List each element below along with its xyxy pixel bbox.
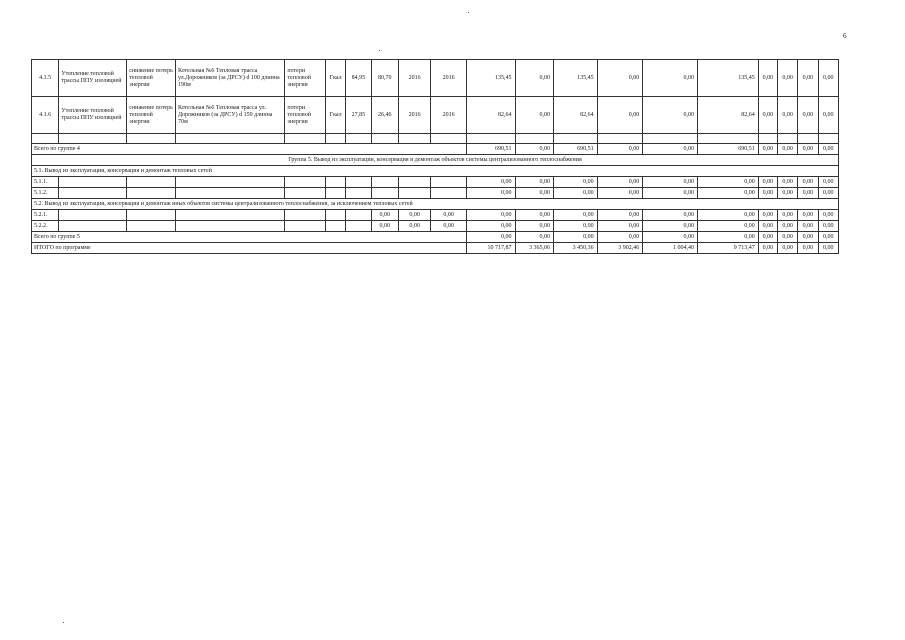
source-cell: 0,00 <box>818 188 838 199</box>
empty-cell <box>127 221 176 232</box>
source-cell: 0,00 <box>758 210 777 221</box>
empty-cell <box>515 134 554 144</box>
source-cell: 0,00 <box>818 210 838 221</box>
empty-cell <box>643 134 698 144</box>
group-total-row <box>32 232 839 243</box>
section-title: 5.1. Вывод из эксплуатации, консервация и демонтаж тепловых сетей <box>32 166 839 177</box>
source-cell: 0,00 <box>778 210 798 221</box>
value-cell: 0,00 <box>398 221 430 232</box>
finance-cell: 0,00 <box>597 97 643 134</box>
finance-cell: 0,00 <box>554 188 598 199</box>
finance-cell: 0,00 <box>643 232 698 243</box>
empty-cell <box>59 221 127 232</box>
finance-cell: 135,45 <box>554 60 598 97</box>
program-table <box>31 59 839 254</box>
source-cell: 0,00 <box>818 221 838 232</box>
group-total-row <box>32 144 839 155</box>
source-cell: 0,00 <box>758 232 777 243</box>
empty-cell <box>175 221 284 232</box>
finance-cell: 0,00 <box>697 177 758 188</box>
finance-cell: 0,00 <box>554 221 598 232</box>
source-cell: 0,00 <box>758 243 777 254</box>
activity-cell: Утепление тепловой трассы ППУ изоляцией <box>59 60 127 97</box>
unit-cell: Гкал <box>325 97 345 134</box>
empty-cell <box>127 210 176 221</box>
empty-cell <box>325 188 345 199</box>
finance-cell: 0,00 <box>515 177 554 188</box>
empty-cell <box>398 188 430 199</box>
total-cell: 0,00 <box>466 221 515 232</box>
source-cell: 0,00 <box>758 177 777 188</box>
empty-cell <box>127 188 176 199</box>
object-cell: Котельная №6 Тепловая трасса ул.Дорожников (за ДРСУ) d 100 длинна 190м <box>175 60 284 97</box>
finance-cell: 0,00 <box>515 60 554 97</box>
empty-cell <box>431 188 466 199</box>
empty-cell <box>325 210 345 221</box>
empty-cell <box>371 177 398 188</box>
source-cell: 0,00 <box>758 97 777 134</box>
finance-cell: 0,00 <box>515 210 554 221</box>
source-cell: 0,00 <box>778 60 798 97</box>
value-after-cell: 80,70 <box>371 60 398 97</box>
empty-cell <box>32 134 59 144</box>
source-cell: 0,00 <box>758 60 777 97</box>
empty-cell <box>371 188 398 199</box>
empty-cell <box>431 177 466 188</box>
source-cell: 0,00 <box>778 97 798 134</box>
finance-cell: 82,64 <box>554 97 598 134</box>
empty-cell <box>466 134 515 144</box>
finance-cell: 3 450,36 <box>554 243 598 254</box>
finance-cell: 0,00 <box>643 188 698 199</box>
value-cell: 0,00 <box>371 210 398 221</box>
row-number: 4.1.5 <box>32 60 59 97</box>
source-cell: 0,00 <box>818 144 838 155</box>
row-number: 5.1.1. <box>32 177 59 188</box>
group-total-label: Всего по группе 4 <box>32 144 467 155</box>
empty-cell <box>398 134 430 144</box>
finance-cell: 690,51 <box>554 144 598 155</box>
total-cell: 0,00 <box>466 210 515 221</box>
finance-cell: 0,00 <box>643 210 698 221</box>
total-cell: 135,45 <box>466 60 515 97</box>
source-cell: 0,00 <box>818 177 838 188</box>
empty-cell <box>285 134 326 144</box>
empty-cell <box>59 210 127 221</box>
finance-cell: 0,00 <box>597 177 643 188</box>
empty-cell <box>175 134 284 144</box>
empty-cell <box>285 221 326 232</box>
empty-cell <box>175 177 284 188</box>
finance-cell: 0,00 <box>515 232 554 243</box>
object-cell: Котельная №6 Тепловая трасса ул. Дорожников (за ДРСУ) d 159 длинна 70м <box>175 97 284 134</box>
value-cell: 0,00 <box>371 221 398 232</box>
source-cell: 0,00 <box>778 243 798 254</box>
empty-cell <box>127 177 176 188</box>
empty-cell <box>346 177 371 188</box>
goal-cell: снижение потерь тепловой энергии <box>127 60 176 97</box>
finance-cell: 0,00 <box>697 232 758 243</box>
group-header-row <box>32 155 839 166</box>
total-cell: 0,00 <box>466 232 515 243</box>
empty-cell <box>697 134 758 144</box>
finance-cell: 82,64 <box>697 97 758 134</box>
value-cell: 0,00 <box>398 210 430 221</box>
finance-cell: 0,00 <box>554 232 598 243</box>
finance-cell: 0,00 <box>554 210 598 221</box>
row-number: 5.1.2. <box>32 188 59 199</box>
indicator-cell: потери тепловой энергии <box>285 97 326 134</box>
empty-cell <box>798 134 818 144</box>
source-cell: 0,00 <box>818 97 838 134</box>
empty-cell <box>778 134 798 144</box>
source-cell: 0,00 <box>798 97 818 134</box>
total-cell: 0,00 <box>466 188 515 199</box>
finance-cell: 0,00 <box>597 221 643 232</box>
value-before-cell: 84,95 <box>346 60 371 97</box>
value-after-cell: 26,46 <box>371 97 398 134</box>
empty-cell <box>175 210 284 221</box>
row-number: 4.1.6 <box>32 97 59 134</box>
year-end-cell: 2016 <box>431 97 466 134</box>
empty-cell <box>597 134 643 144</box>
scan-speck <box>63 622 64 623</box>
year-end-cell: 2016 <box>431 60 466 97</box>
finance-cell: 0,00 <box>643 60 698 97</box>
source-cell: 0,00 <box>778 144 798 155</box>
empty-cell <box>371 134 398 144</box>
empty-cell <box>398 177 430 188</box>
source-cell: 0,00 <box>798 188 818 199</box>
program-total-label: ИТОГО по программе <box>32 243 467 254</box>
empty-cell <box>285 177 326 188</box>
table-row <box>32 177 839 188</box>
row-number: 5.2.2. <box>32 221 59 232</box>
finance-cell: 3 902,46 <box>597 243 643 254</box>
finance-cell: 0,00 <box>515 97 554 134</box>
empty-cell <box>346 188 371 199</box>
section-header-row <box>32 166 839 177</box>
empty-cell <box>325 221 345 232</box>
value-cell: 0,00 <box>431 221 466 232</box>
empty-cell <box>818 134 838 144</box>
finance-cell: 0,00 <box>697 188 758 199</box>
finance-cell: 0,00 <box>515 221 554 232</box>
group-title: Группа 5. Вывод из эксплуатации, консервация и демонтаж объектов системы централизованного теплоснабжения <box>32 155 839 166</box>
source-cell: 0,00 <box>758 221 777 232</box>
finance-cell: 3 365,06 <box>515 243 554 254</box>
finance-cell: 135,45 <box>697 60 758 97</box>
finance-cell: 9 713,47 <box>697 243 758 254</box>
finance-cell: 0,00 <box>515 144 554 155</box>
source-cell: 0,00 <box>758 144 777 155</box>
finance-cell: 1 004,40 <box>643 243 698 254</box>
source-cell: 0,00 <box>798 210 818 221</box>
finance-cell: 0,00 <box>597 210 643 221</box>
empty-cell <box>346 221 371 232</box>
source-cell: 0,00 <box>798 144 818 155</box>
finance-cell: 0,00 <box>643 144 698 155</box>
finance-cell: 0,00 <box>597 188 643 199</box>
source-cell: 0,00 <box>778 232 798 243</box>
finance-cell: 0,00 <box>697 221 758 232</box>
finance-cell: 0,00 <box>597 60 643 97</box>
empty-cell <box>325 177 345 188</box>
empty-cell <box>59 188 127 199</box>
empty-cell <box>346 134 371 144</box>
table-row <box>32 210 839 221</box>
finance-cell: 0,00 <box>515 188 554 199</box>
year-start-cell: 2016 <box>398 97 430 134</box>
table-row <box>32 221 839 232</box>
finance-cell: 0,00 <box>597 144 643 155</box>
empty-cell <box>285 188 326 199</box>
finance-cell: 0,00 <box>643 177 698 188</box>
empty-cell <box>59 177 127 188</box>
finance-cell: 0,00 <box>554 177 598 188</box>
goal-cell: снижение потерь тепловой энергии <box>127 97 176 134</box>
empty-cell <box>175 188 284 199</box>
scan-speck <box>379 50 380 51</box>
source-cell: 0,00 <box>798 177 818 188</box>
indicator-cell: потери тепловой энергии <box>285 60 326 97</box>
value-before-cell: 27,85 <box>346 97 371 134</box>
finance-cell: 0,00 <box>643 221 698 232</box>
table-row <box>32 60 839 97</box>
table-row <box>32 188 839 199</box>
empty-cell <box>346 210 371 221</box>
source-cell: 0,00 <box>778 177 798 188</box>
total-cell: 690,51 <box>466 144 515 155</box>
table-row <box>32 97 839 134</box>
year-start-cell: 2016 <box>398 60 430 97</box>
activity-cell: Утепление тепловой трассы ППУ изоляцией <box>59 97 127 134</box>
source-cell: 0,00 <box>818 243 838 254</box>
scan-speck <box>468 12 469 13</box>
finance-cell: 0,00 <box>643 97 698 134</box>
source-cell: 0,00 <box>778 188 798 199</box>
source-cell: 0,00 <box>798 232 818 243</box>
source-cell: 0,00 <box>818 60 838 97</box>
value-cell: 0,00 <box>431 210 466 221</box>
program-total-row <box>32 243 839 254</box>
empty-cell <box>431 134 466 144</box>
empty-cell <box>59 134 127 144</box>
empty-cell <box>127 134 176 144</box>
empty-cell <box>758 134 777 144</box>
empty-cell <box>554 134 598 144</box>
page-number: 6 <box>843 32 847 40</box>
row-number: 5.2.1. <box>32 210 59 221</box>
group-total-label: Всего по группе 5 <box>32 232 467 243</box>
source-cell: 0,00 <box>798 221 818 232</box>
source-cell: 0,00 <box>758 188 777 199</box>
empty-cell <box>325 134 345 144</box>
source-cell: 0,00 <box>798 243 818 254</box>
finance-cell: 690,51 <box>697 144 758 155</box>
source-cell: 0,00 <box>818 232 838 243</box>
finance-cell: 0,00 <box>597 232 643 243</box>
empty-row <box>32 134 839 144</box>
source-cell: 0,00 <box>798 60 818 97</box>
source-cell: 0,00 <box>778 221 798 232</box>
unit-cell: Гкал <box>325 60 345 97</box>
total-cell: 10 717,87 <box>466 243 515 254</box>
section-title: 5.2. Вывод из эксплуатации, консервация и демонтаж иных объектов системы централизованного теплоснабжения, за исключением тепловых сетей <box>32 199 839 210</box>
section-header-row <box>32 199 839 210</box>
total-cell: 0,00 <box>466 177 515 188</box>
finance-cell: 0,00 <box>697 210 758 221</box>
total-cell: 82,64 <box>466 97 515 134</box>
empty-cell <box>285 210 326 221</box>
